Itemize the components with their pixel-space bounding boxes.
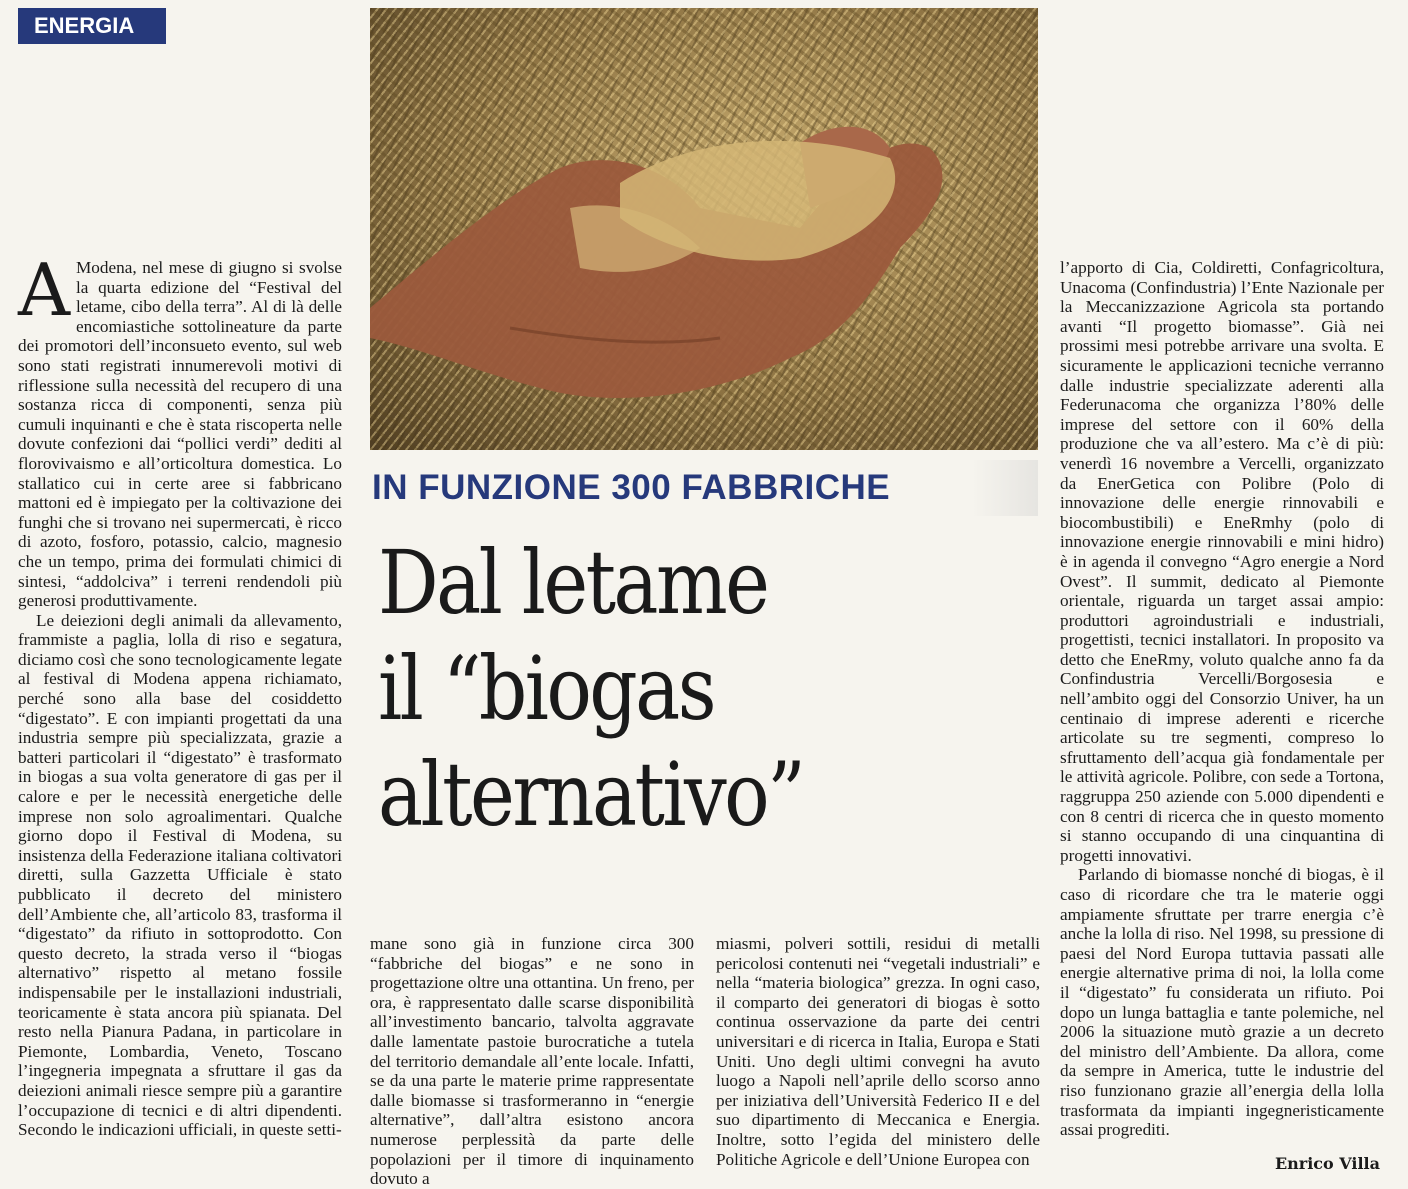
article-column-4 bbox=[1060, 258, 1384, 1140]
drop-cap: A bbox=[18, 248, 70, 332]
paragraph: Parlando di biomasse nonché di biogas, è il caso di ricordare che tra le materie oggi ampiamente sfruttate per trarre energia c’è anche la lolla di riso. Nel 1998, su pressione di paesi del Nord Europa tuttavia passati alle energie alternative prima di noi, la lolla come il “digestato” fu considerata un rifiuto. Poi dopo un lunga battaglia e tante polemiche, nel 2006 la situazione mutò grazie a un decreto del ministro dell’Ambiente. Da allora, come da sempre in America, tutte le industrie del riso funzionano grazie all’energia della lolla trasformata da impianti ingegneristicamente assai progrediti. bbox=[1060, 865, 1384, 1140]
headline-line-2: il “biogas bbox=[378, 637, 714, 740]
article-column-2 bbox=[370, 934, 694, 1189]
headline-line-1: Dal letame bbox=[378, 531, 768, 634]
section-tag: ENERGIA bbox=[18, 8, 166, 44]
paragraph bbox=[18, 248, 342, 611]
paragraph: Le deiezioni degli animali da allevamento, frammiste a paglia, lolla di riso e segatura, diciamo così che sono tecnologicamente legate al festival di Modena appena richiamato, perché sono alla base del cosiddetto “digestato”. E con impianti progettati da una industria sempre più specializzata, grazie a batteri particolari il “digestato” è trasformato in biogas a sua volta generatore di gas per il calore e per le necessità energetiche delle imprese non solo agroalimentari. Qualche giorno dopo il Festival di Modena, su insistenza della Federazione italiana coltivatori diretti, sulla Gazzetta Ufficiale è stato pubblicato il decreto del ministero dell’Ambiente che, all’articolo 83, trasforma il “digestato” da rifiuto in sottoprodotto. Con questo decreto, la strada verso il “biogas alternativo” rispetto al metano fossile indispensabile per le installazioni industriali, teoricamente è stata ancora più spianata. Del resto nella Pianura Padana, in particolare in Piemonte, Lombardia, Veneto, Toscano l’ingegneria impegnata a sfruttare il gas da deiezioni animali riesce sempre più a garantire l’occupazione di tecnici e di altri dipendenti. Secondo le indicazioni ufficiali, in queste setti- bbox=[18, 610, 342, 1140]
headline-line-3: alternativo” bbox=[378, 743, 804, 846]
hand-holding-rice-husks-image bbox=[370, 8, 1038, 450]
paragraph-text: Modena, nel mese di giugno si svolse la quarta edizione del “Festival del letame, cibo della terra”. Al di là delle encomiastiche sottolineature da parte dei promotori dell’inconsueto evento, sul web sono stati registrati innumerevoli motivi di riflessione sulla necessità del recupero di una sostanza ricca di componenti, senza più cumuli inquinanti e che è stata riscoperta nelle dovute confezioni dai “pollici verdi” dediti al florovivaismo e all’orticoltura domestica. Lo stallatico cui in certe aree si fabbricano mattoni ed è impiegato per la coltivazione dei funghi che si trovano nei supermercati, è ricco di azoto, fosforo, potassio, calcio, magnesio che un tempo, prima dei formulati chimici di sintesi, “addolciva” i terreni rendendoli più generosi produttivamente. bbox=[18, 258, 342, 611]
paragraph: miasmi, polveri sottili, residui di metalli pericolosi contenuti nei “vegetali industriali” e nella “materia biologica” grezza. In ogni caso, il comparto dei generatori di biogas è sotto continua osservazione da parte dei centri universitari e di ricerca in Italia, Europa e Stati Uniti. Uno degli ultimi convegni ha avuto luogo a Napoli nell’aprile dello scorso anno per iniziativa dell’Università Federico II e del suo dipartimento di Meccanica e Energia. Inoltre, sotto l’egida del ministero delle Politiche Agricole e dell’Unione Europea con bbox=[716, 934, 1040, 1169]
kicker: IN FUNZIONE 300 FABBRICHE bbox=[370, 460, 1038, 516]
article-photo bbox=[370, 8, 1038, 450]
article-column-3 bbox=[716, 934, 1040, 1169]
article-column-1 bbox=[18, 248, 342, 1140]
headline bbox=[378, 530, 946, 848]
paragraph: mane sono già in funzione circa 300 “fabbriche del biogas” e ne sono in progettazione oltre una ottantina. Un freno, per ora, è rappresentato dalle scarse disponibilità all’investimento bancario, talvolta aggravate dalle lamentate pastoie burocratiche a tutela del territorio demandale all’ente locale. Infatti, se da una parte le materie prime rappresentate dalle biomasse si trasformeranno in “energie alternative”, dall’altra esistono ancora numerose perplessità da parte delle popolazioni per il timore di inquinamento dovuto a bbox=[370, 934, 694, 1189]
byline: Enrico Villa bbox=[1274, 1154, 1380, 1173]
paragraph: l’apporto di Cia, Coldiretti, Confagricoltura, Unacoma (Confindustria) l’Ente Nazionale per la Meccanizzazione Agricola sta portando avanti “Il progetto biomasse”. Già nei prossimi mesi potrebbe arrivare una svolta. E sicuramente le applicazioni tecniche verranno dalle industrie specializzate aderenti alla Federunacoma che organizza l’80% delle imprese del settore con il 60% della produzione che va all’estero. Ma c’è di più: venerdì 16 novembre a Vercelli, organizzato da EnerGetica con Polibre (Polo di innovazione delle energie rinnovabili e biocombustibili) e EneRmhy (polo di innovazione energie rinnovabili e mini hidro) è in agenda il convegno “Agro energie a Nord Ovest”. Il summit, dedicato al Piemonte orientale, riguarda un target assai ampio: produttori agroindustriali e industriali, progettisti, tecnici installatori. In proposito va detto che EneRmy, voluto qualche anno fa da Confindustria Vercelli/Borgosesia e nell’ambito oggi del Consorzio Univer, ha un centinaio di imprese aderenti e ricerche articolate su tre segmenti, compreso lo sfruttamento dell’acqua già fondamentale per le attività agricole. Polibre, con sede a Tortona, raggruppa 250 aziende con 5.000 dipendenti e con 8 centri di ricerca che in questo momento si stanno occupando di una cinquantina di progetti innovativi. bbox=[1060, 258, 1384, 865]
